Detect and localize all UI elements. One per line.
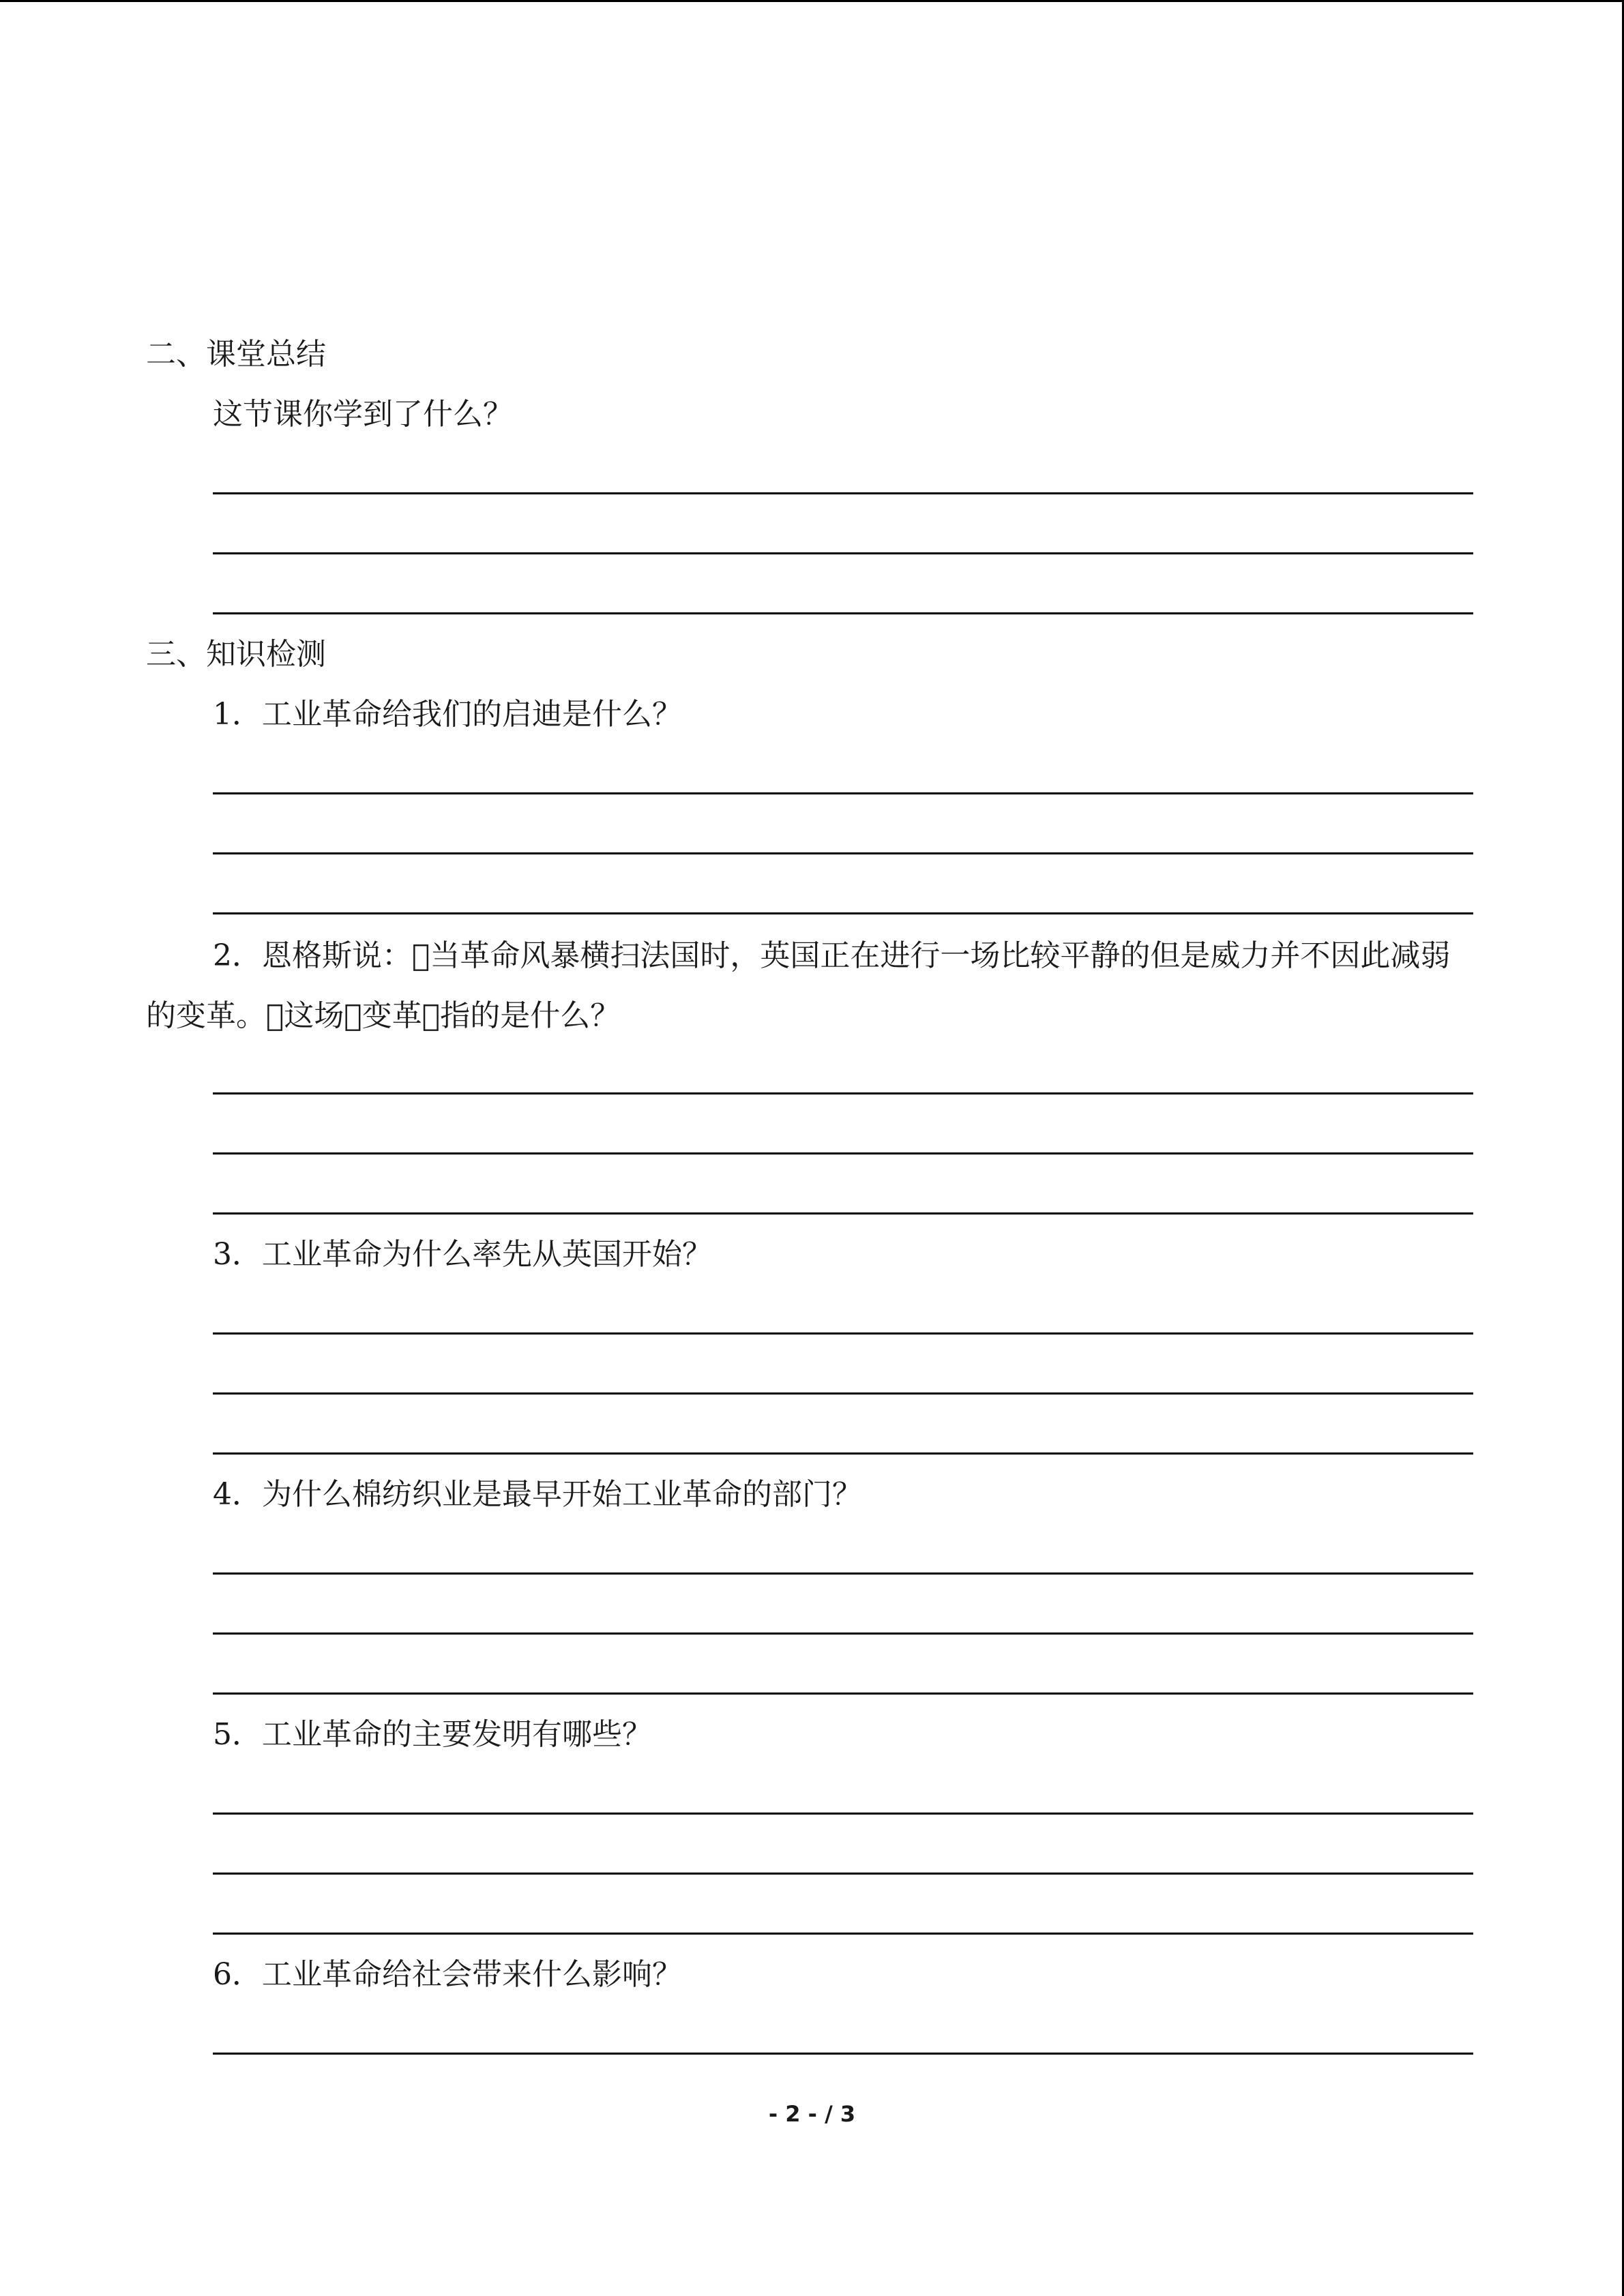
question-2: 2．恩格斯说： 当革命风暴横扫法国时，英国正在进行一场比较平静的但是威力并不因此减弱的变革。 这场 变革 指的是什么？ xyxy=(146,938,1451,1033)
page-number: - 2 - / 3 xyxy=(768,2101,856,2127)
question-6: 6．工业革命给社会带来什么影响？ xyxy=(213,1957,682,1992)
answer-line[interactable] xyxy=(213,1873,1473,1875)
section-heading-summary: 二、课堂总结 xyxy=(146,337,326,372)
section-heading-check: 三、知识检测 xyxy=(146,637,326,672)
question-3: 3．工业革命为什么率先从英国开始？ xyxy=(213,1237,712,1272)
answer-line[interactable] xyxy=(213,1212,1473,1214)
question-1: 1．工业革命给我们的启迪是什么？ xyxy=(213,697,682,732)
answer-line[interactable] xyxy=(213,1632,1473,1635)
answer-line[interactable] xyxy=(213,1152,1473,1154)
page-top-border xyxy=(0,0,1624,2)
question-5: 5．工业革命的主要发明有哪些？ xyxy=(213,1717,652,1752)
answer-line[interactable] xyxy=(213,1392,1473,1395)
answer-line[interactable] xyxy=(213,1092,1473,1094)
answer-line[interactable] xyxy=(213,912,1473,914)
answer-line[interactable] xyxy=(213,852,1473,854)
answer-line[interactable] xyxy=(213,1933,1473,1935)
answer-line[interactable] xyxy=(213,612,1473,614)
question-4: 4．为什么棉纺织业是最早开始工业革命的部门？ xyxy=(213,1477,862,1512)
answer-line[interactable] xyxy=(213,1813,1473,1815)
answer-line[interactable] xyxy=(213,1693,1473,1695)
answer-line[interactable] xyxy=(213,1572,1473,1575)
answer-line[interactable] xyxy=(213,2053,1473,2055)
answer-line[interactable] xyxy=(213,1332,1473,1335)
answer-line[interactable] xyxy=(213,552,1473,554)
answer-line[interactable] xyxy=(213,792,1473,794)
answer-line[interactable] xyxy=(213,492,1473,494)
summary-prompt: 这节课你学到了什么？ xyxy=(213,397,513,432)
answer-line[interactable] xyxy=(213,1452,1473,1455)
